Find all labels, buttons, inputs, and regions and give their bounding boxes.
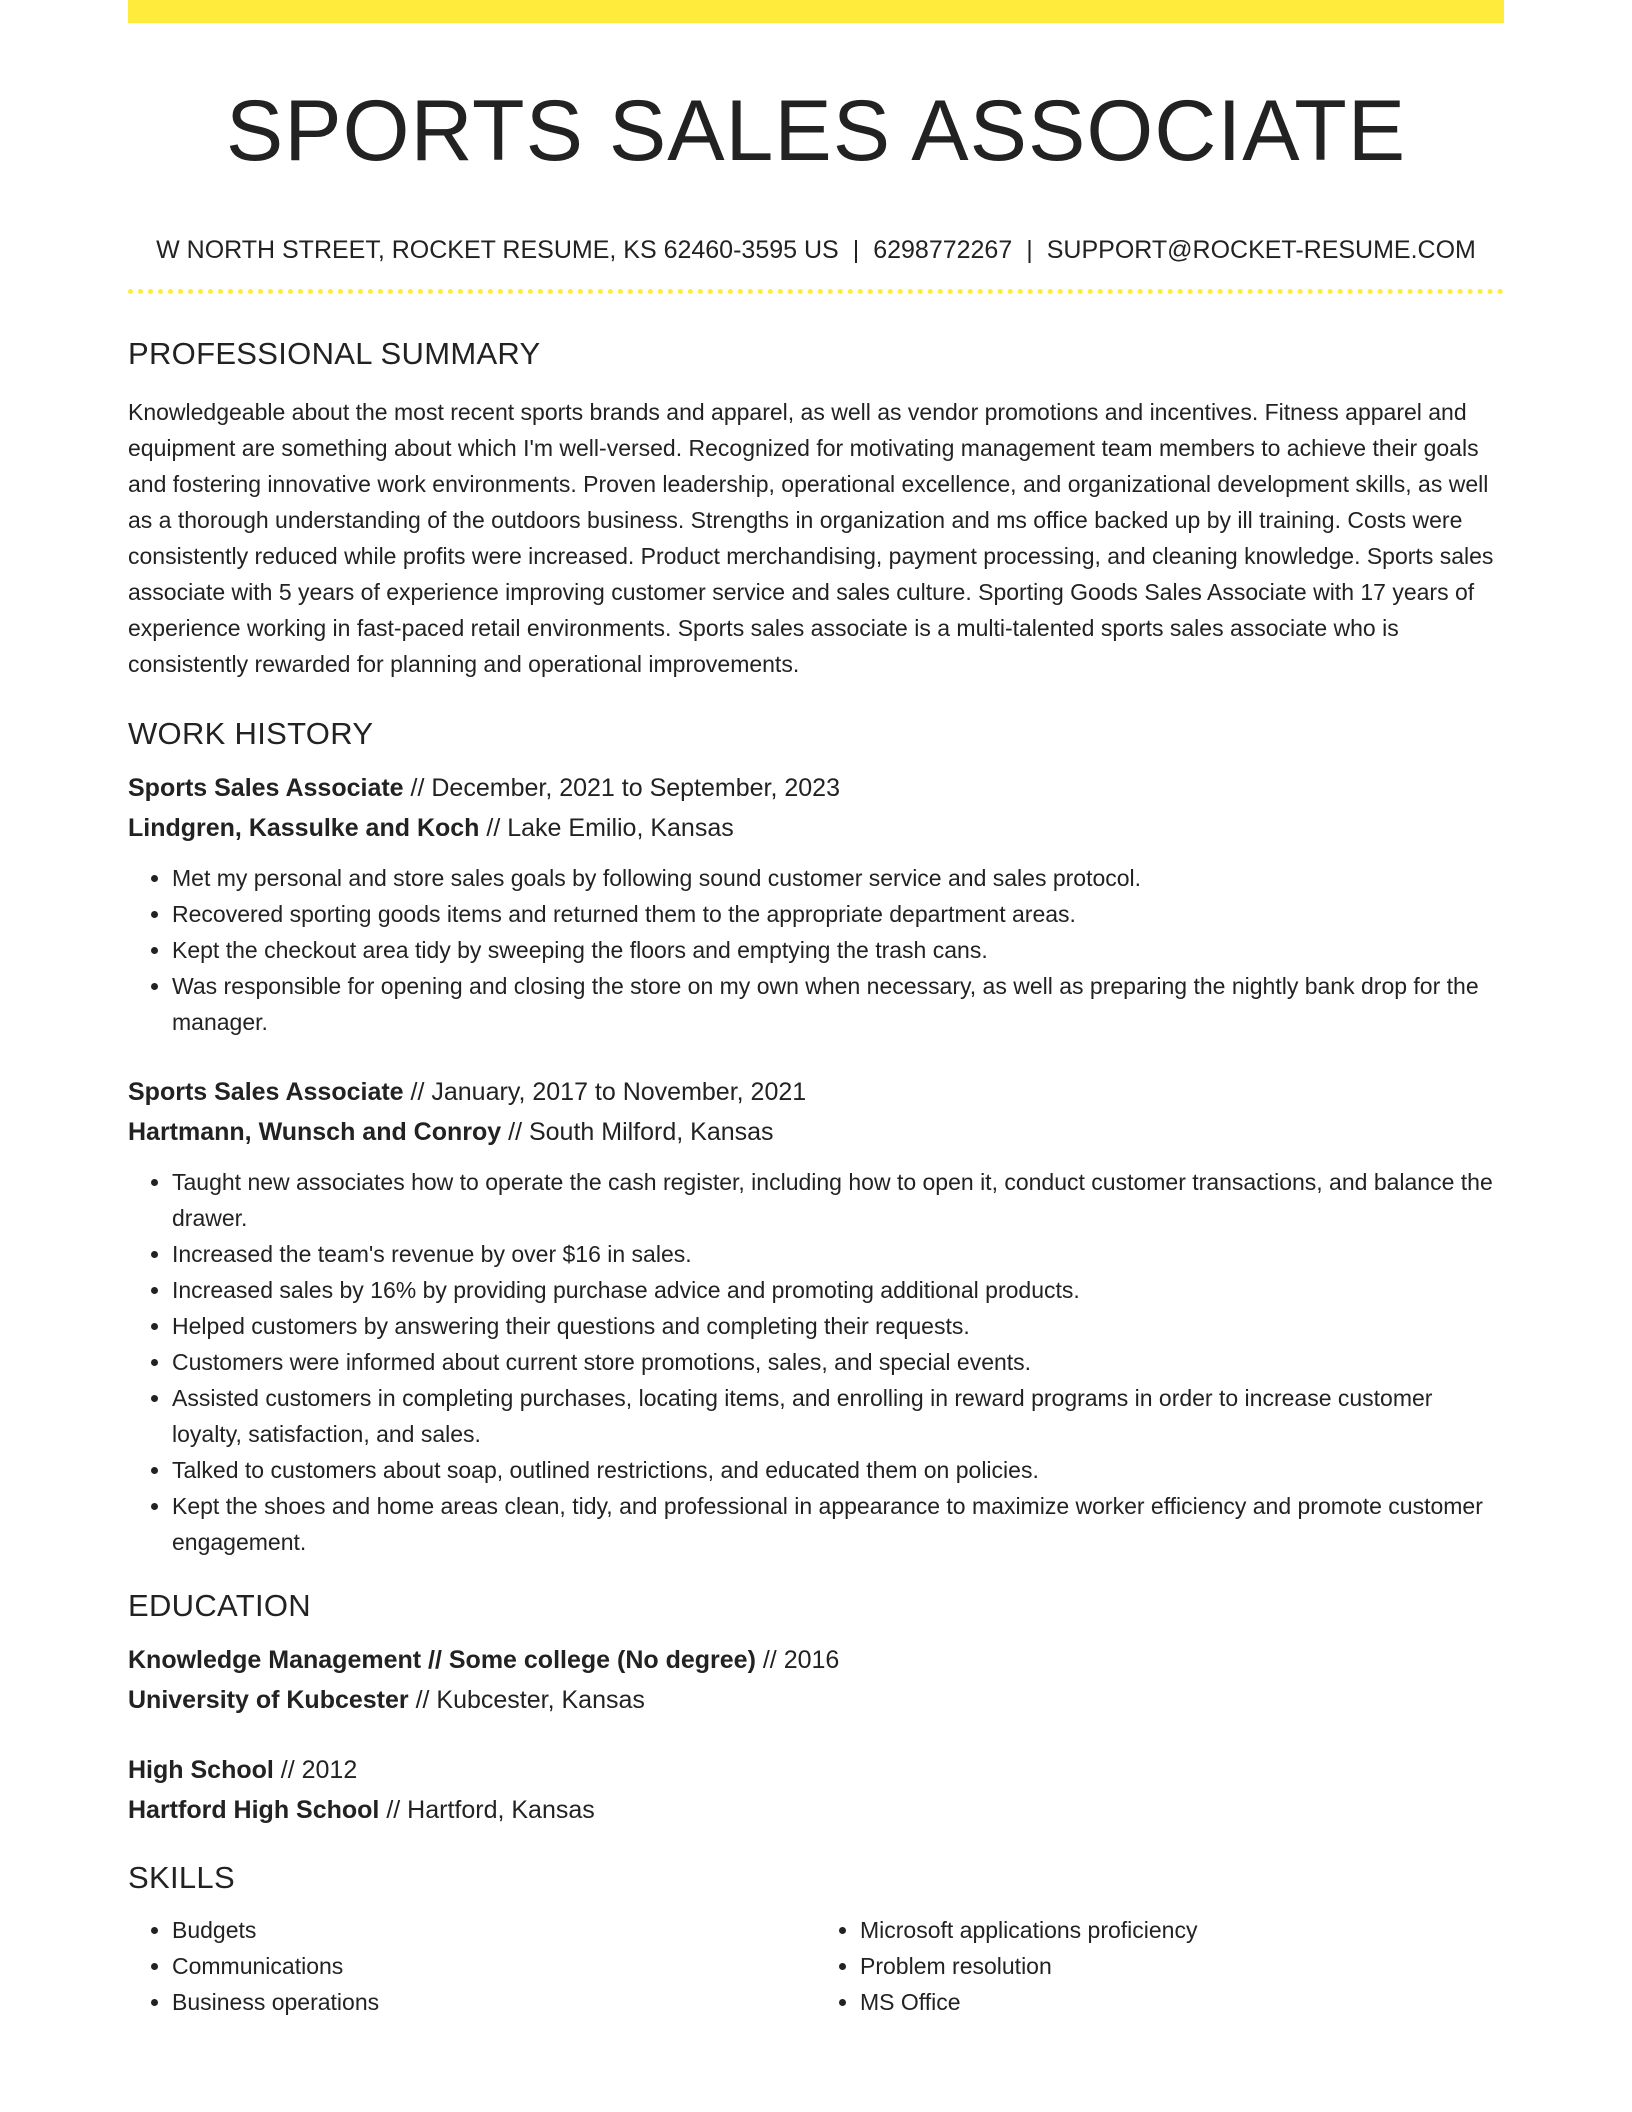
contact-line (128, 233, 1504, 267)
section-title-education: EDUCATION (128, 1588, 311, 1623)
contact-address: W NORTH STREET, ROCKET RESUME, KS 62460-3595 US (156, 236, 839, 264)
dotted-divider (128, 289, 1504, 294)
education-year: // 2016 (755, 1646, 840, 1674)
education-degree-line (128, 1640, 1504, 1680)
resume-page (128, 0, 1504, 2020)
job-location: // Lake Emilio, Kansas (479, 814, 734, 842)
job-company-line (128, 808, 1504, 848)
list-item: • Helped customers by answering their questions and completing their requests. (172, 1308, 1504, 1344)
education-school: University of Kubcester (128, 1686, 409, 1714)
list-item: • Increased sales by 16% by providing purchase advice and promoting additional products. (172, 1272, 1504, 1308)
skill-item: • MS Office (860, 1984, 1504, 2020)
list-item: • Talked to customers about soap, outlined restrictions, and educated them on policies. (172, 1452, 1504, 1488)
contact-separator: | (1026, 236, 1033, 264)
job-role-line (128, 1072, 1504, 1112)
list-item: • Customers were informed about current store promotions, sales, and special events. (172, 1344, 1504, 1380)
section-title-summary: PROFESSIONAL SUMMARY (128, 336, 541, 371)
education-school-line (128, 1680, 1504, 1720)
skill-item: • Microsoft applications proficiency (860, 1912, 1504, 1948)
list-item: • Taught new associates how to operate the cash register, including how to open it, conduct customer transactions, and balance the drawer. (172, 1164, 1504, 1236)
job-company: Lindgren, Kassulke and Koch (128, 814, 480, 842)
job-entry (128, 768, 1504, 1040)
education-location: // Hartford, Kansas (379, 1796, 595, 1824)
contact-separator: | (852, 236, 860, 264)
job-role: Sports Sales Associate (128, 774, 404, 802)
job-bullets (128, 1164, 1504, 1560)
job-role: Sports Sales Associate (128, 1078, 404, 1106)
section-title-work: WORK HISTORY (128, 716, 374, 751)
job-dates: // January, 2017 to November, 2021 (403, 1078, 807, 1106)
contact-phone[interactable]: 6298772267 (873, 236, 1013, 264)
skill-item: • Budgets (172, 1912, 816, 1948)
job-location: // South Milford, Kansas (501, 1118, 774, 1146)
job-role-line (128, 768, 1504, 808)
skill-item: • Communications (172, 1948, 816, 1984)
education-year: // 2012 (273, 1756, 358, 1784)
list-item: • Increased the team's revenue by over $16 in sales. (172, 1236, 1504, 1272)
education-entry (128, 1640, 1504, 1720)
section-title-skills: SKILLS (128, 1860, 235, 1895)
list-item: • Kept the checkout area tidy by sweeping the floors and emptying the trash cans. (172, 932, 1504, 968)
list-item: • Was responsible for opening and closing the store on my own when necessary, as well as preparing the nightly bank drop for the manager. (172, 968, 1504, 1040)
list-item: • Recovered sporting goods items and returned them to the appropriate department areas. (172, 896, 1504, 932)
job-bullets (128, 860, 1504, 1040)
contact-email[interactable]: SUPPORT@ROCKET-RESUME.COM (1046, 236, 1476, 264)
list-item: • Assisted customers in completing purchases, locating items, and enrolling in reward programs in order to increase customer loyalty, satisfaction, and sales. (172, 1380, 1504, 1452)
skills-list-left (128, 1912, 816, 2020)
skills-list-right (816, 1912, 1504, 2020)
job-company: Hartmann, Wunsch and Conroy (128, 1118, 502, 1146)
education-entry (128, 1750, 1504, 1830)
job-dates: // December, 2021 to September, 2023 (403, 774, 840, 802)
job-company-line (128, 1112, 1504, 1152)
education-school: Hartford High School (128, 1796, 380, 1824)
summary-paragraph: Knowledgeable about the most recent sports brands and apparel, as well as vendor promotions and incentives. Fitness apparel and equipment are something about which I'm well-versed. Recognized for motivating management team members to achieve their goals and fostering innovative work environments. Proven leadership, operational excellence, and organizational development skills, as well as a thorough understanding of the outdoors business. Strengths in organization and ms office backed up by ill training. Costs were consistently reduced while profits were increased. Product merchandising, payment processing, and cleaning knowledge. Sports sales associate with 5 years of experience improving customer service and sales culture. Sporting Goods Sales Associate with 17 years of experience working in fast-paced retail environments. Sports sales associate is a multi-talented sports sales associate who is consistently rewarded for planning and operational improvements. (128, 399, 1494, 677)
education-degree: High School (128, 1756, 274, 1784)
education-degree: Knowledge Management // Some college (No degree) (128, 1646, 756, 1674)
job-entry (128, 1072, 1504, 1560)
page-title: SPORTS SALES ASSOCIATE (225, 83, 1407, 179)
top-accent-bar (128, 0, 1504, 23)
education-degree-line (128, 1750, 1504, 1790)
education-location: // Kubcester, Kansas (408, 1686, 645, 1714)
education-school-line (128, 1790, 1504, 1830)
skills-columns (128, 1912, 1504, 2020)
list-item: • Met my personal and store sales goals by following sound customer service and sales protocol. (172, 860, 1504, 896)
skill-item: • Problem resolution (860, 1948, 1504, 1984)
list-item: • Kept the shoes and home areas clean, tidy, and professional in appearance to maximize worker efficiency and promote customer engagement. (172, 1488, 1504, 1560)
skill-item: • Business operations (172, 1984, 816, 2020)
